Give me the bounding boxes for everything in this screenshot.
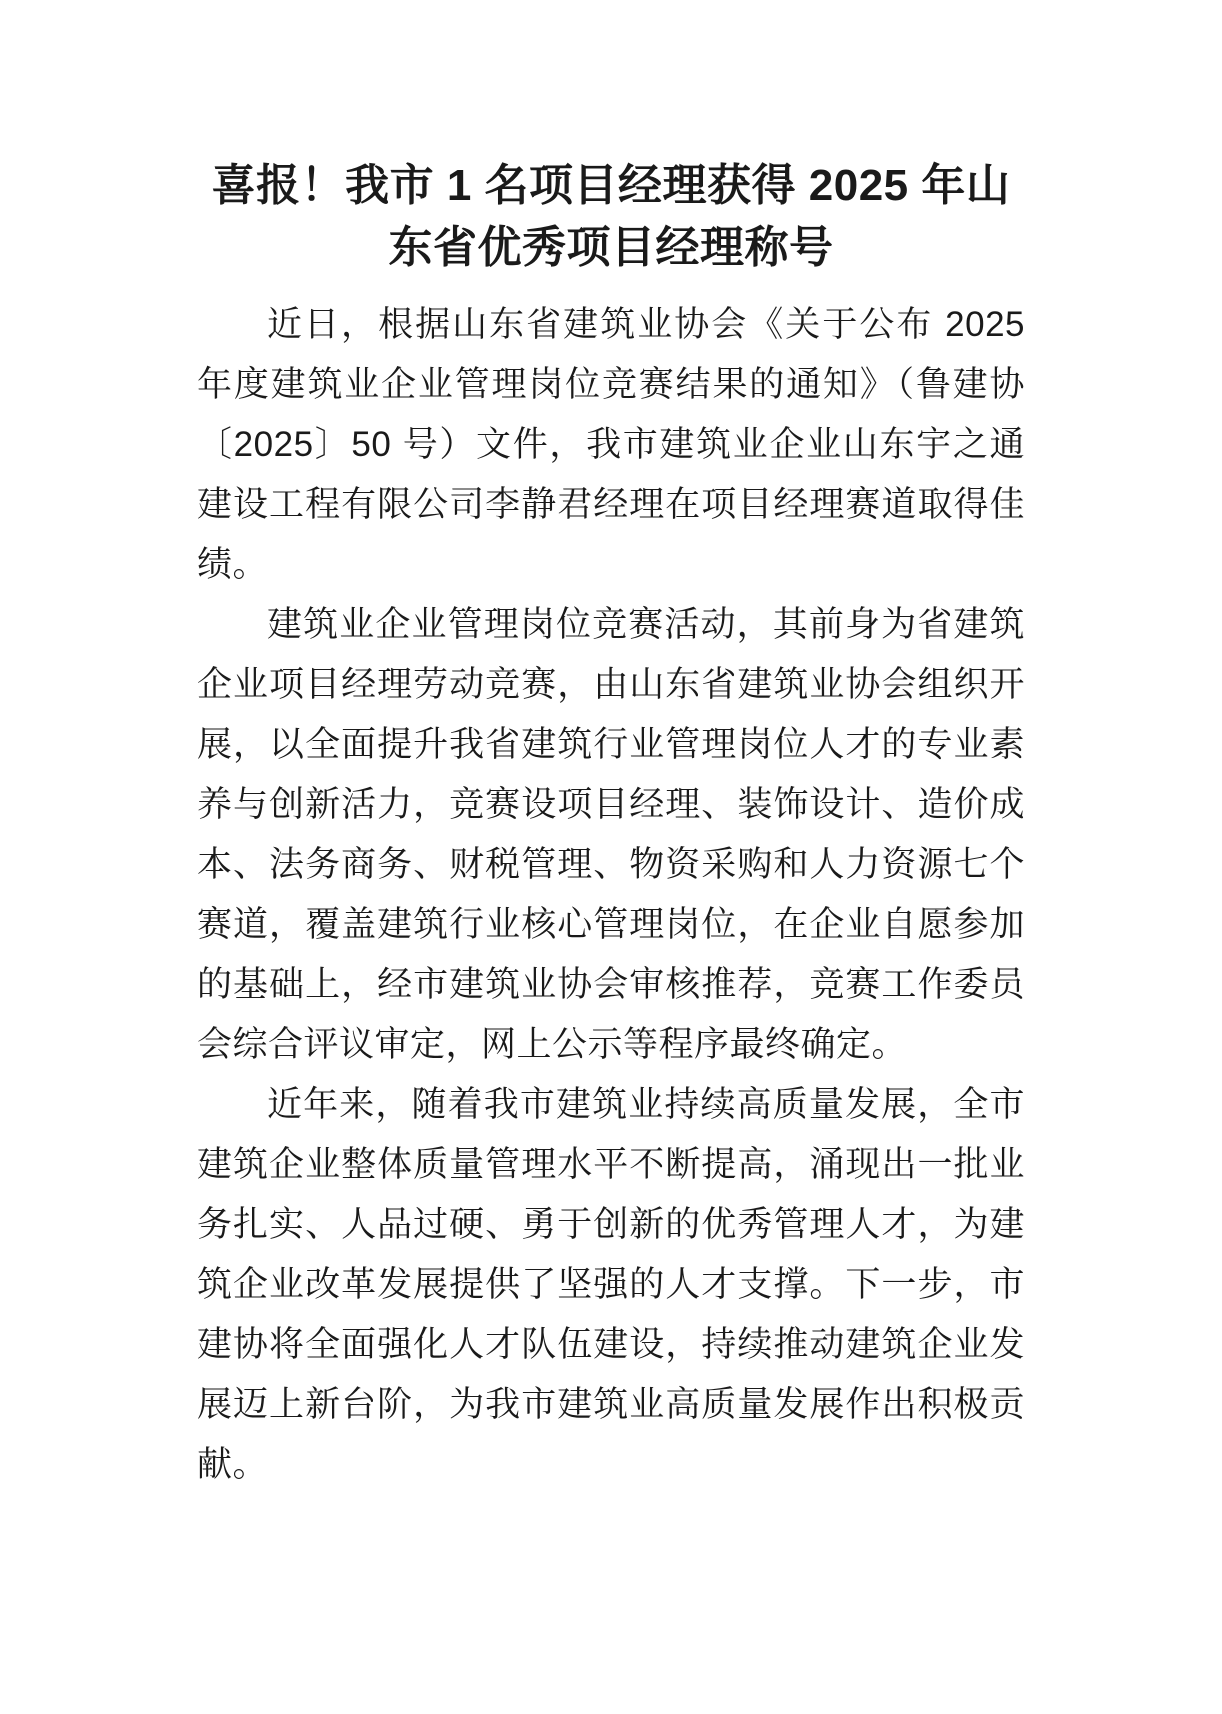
- paragraph-intro: 近日，根据山东省建筑业协会《关于公布 2025 年度建筑业企业管理岗位竞赛结果的通知》（鲁建协〔2025〕50 号）文件，我市建筑业企业山东宇之通建设工程有限公司李静君经理在项目经理赛道取得佳绩。: [197, 305, 1025, 584]
- document-title: 喜报！我市 1 名项目经理获得 2025 年山东省优秀项目经理称号: [211, 161, 1011, 272]
- paragraph-closing: 近年来，随着我市建筑业持续高质量发展，全市建筑企业整体质量管理水平不断提高，涌现出一批业务扎实、人品过硬、勇于创新的优秀管理人才，为建筑企业改革发展提供了坚强的人才支撑。下一步，市建协将全面强化人才队伍建设，持续推动建筑企业发展迈上新台阶，为我市建筑业高质量发展作出积极贡献。: [197, 1085, 1025, 1484]
- paragraph-competition-background: 建筑业企业管理岗位竞赛活动，其前身为省建筑企业项目经理劳动竞赛，由山东省建筑业协会组织开展，以全面提升我省建筑行业管理岗位人才的专业素养与创新活力，竞赛设项目经理、装饰设计、造价成本、法务商务、财税管理、物资采购和人力资源七个赛道，覆盖建筑行业核心管理岗位，在企业自愿参加的基础上，经市建筑业协会审核推荐，竞赛工作委员会综合评议审定，网上公示等程序最终确定。: [197, 605, 1025, 1064]
